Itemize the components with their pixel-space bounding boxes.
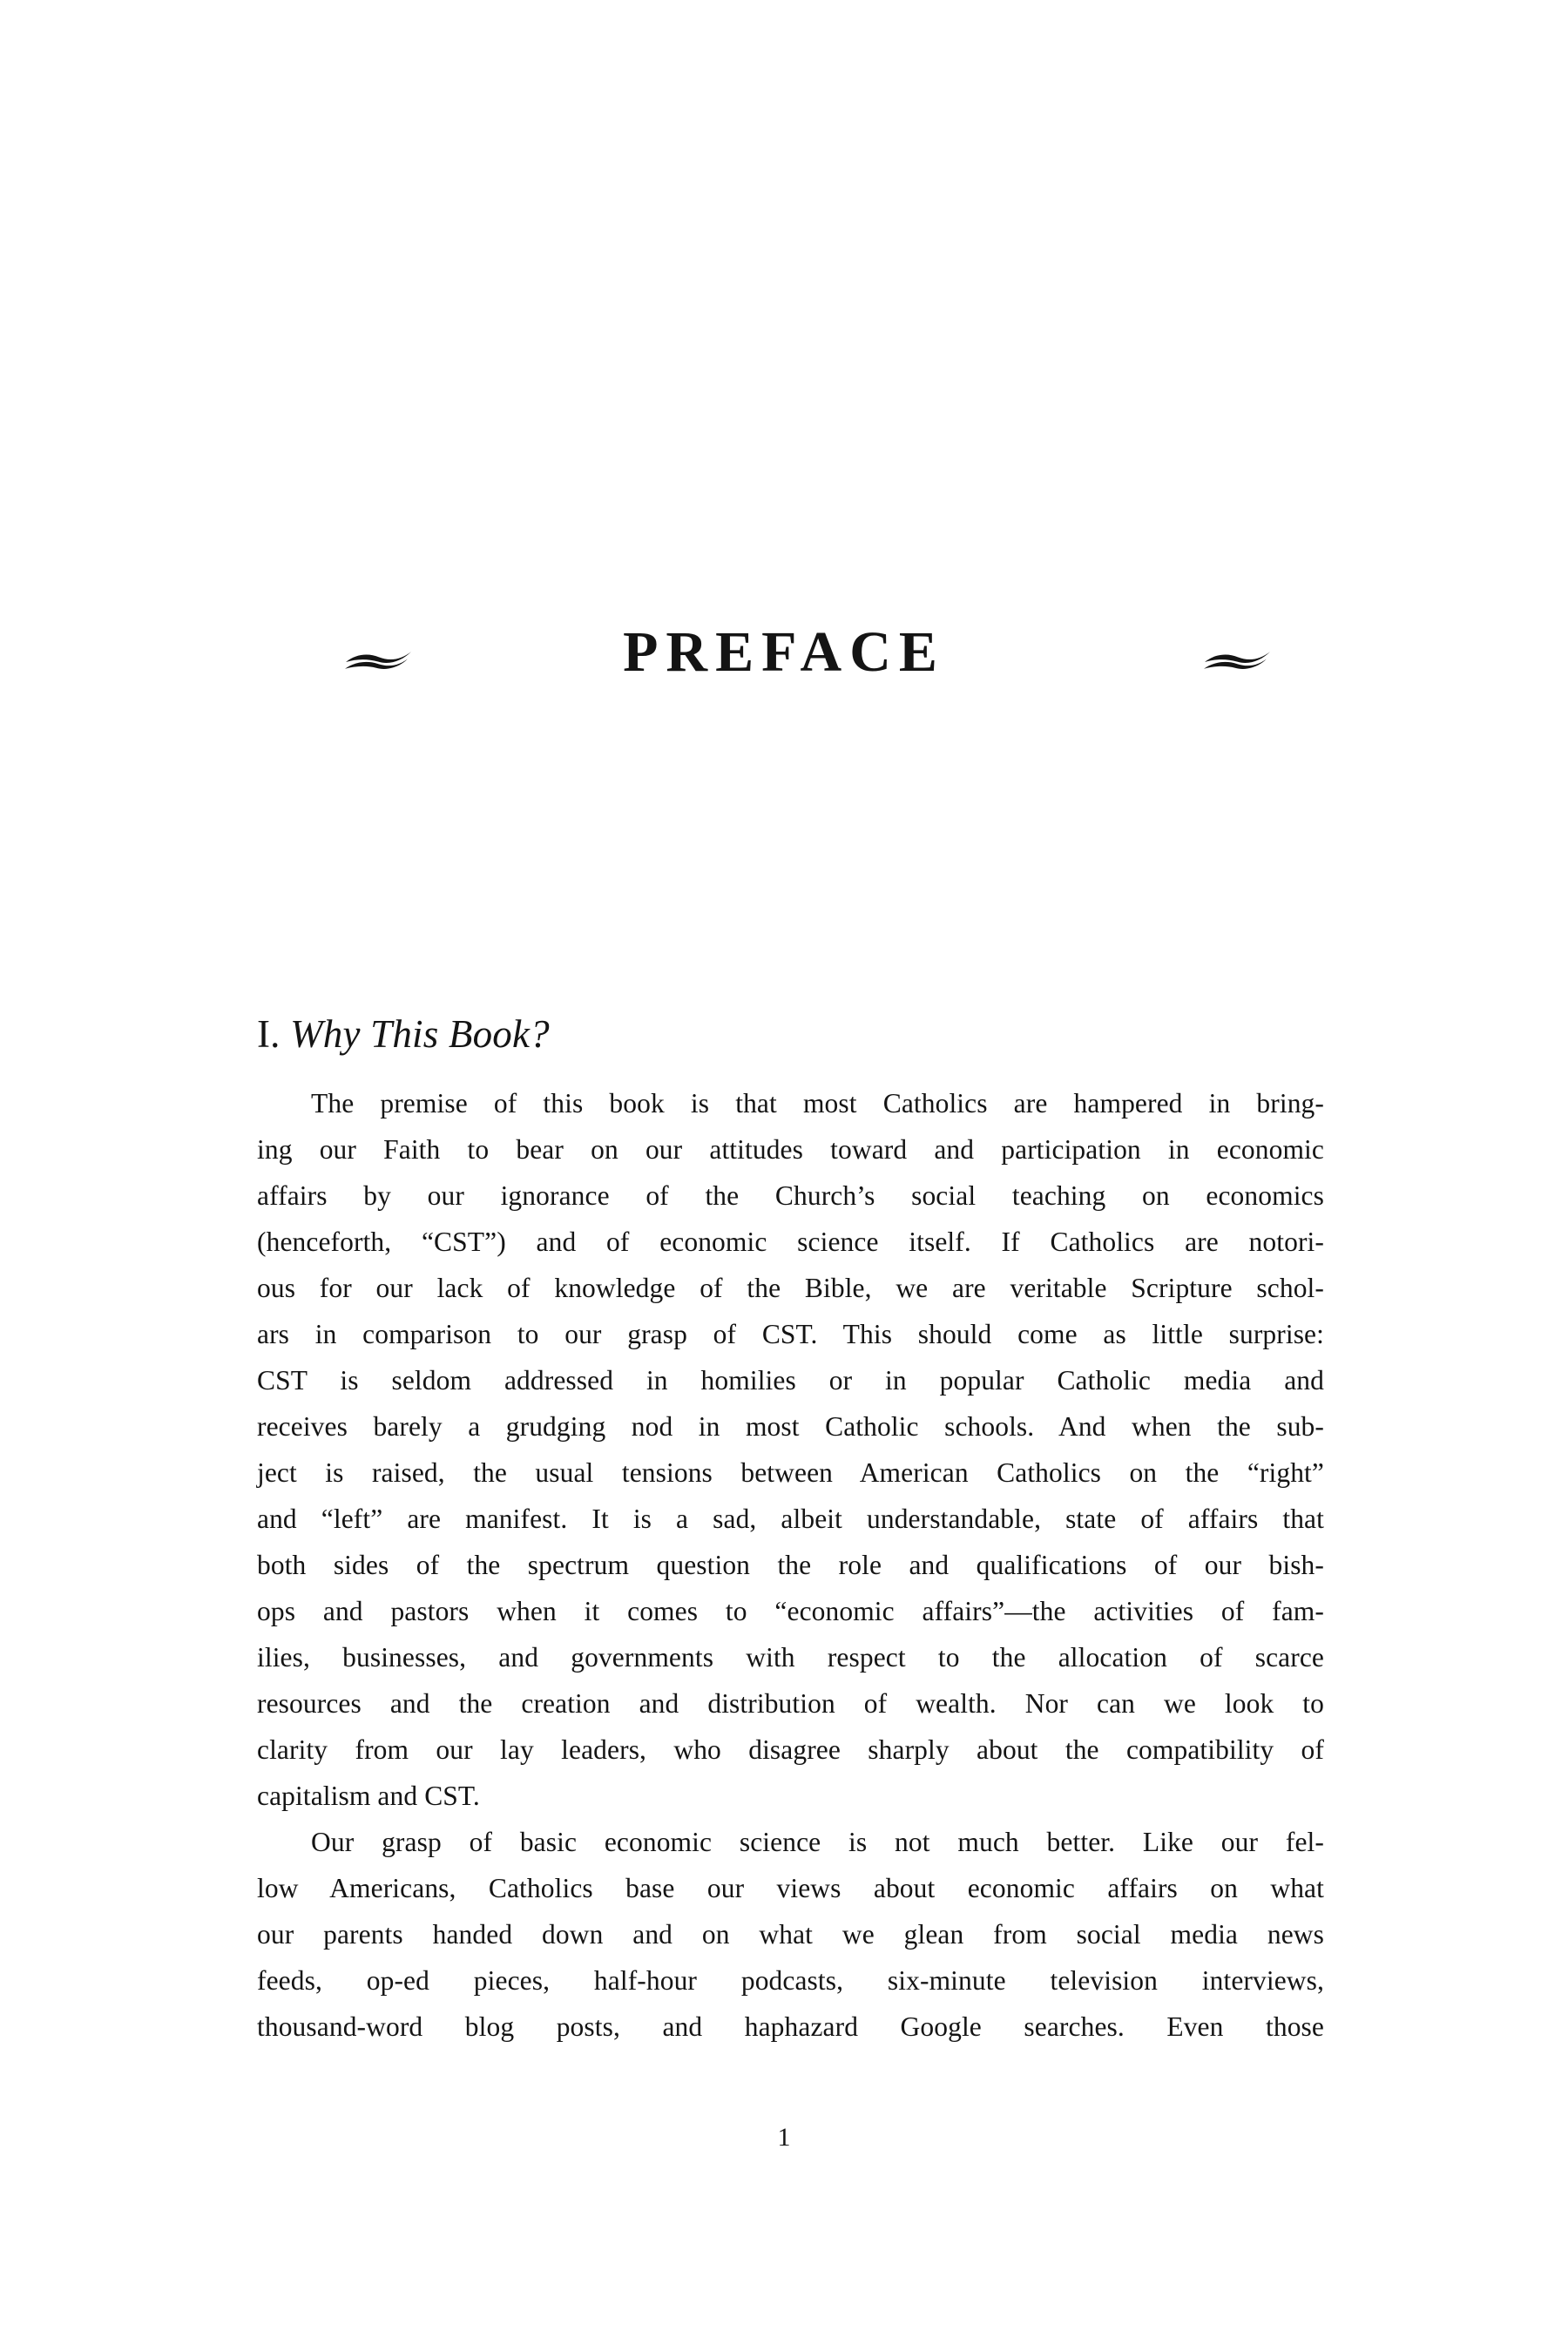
text-line: our parents handed down and on what we glean from social media news	[257, 1919, 1324, 1950]
text-line: Our grasp of basic economic science is not much better. Like our fel-	[311, 1827, 1324, 1857]
paragraph	[257, 1819, 1324, 2050]
text-line: capitalism and CST.	[257, 1781, 480, 1811]
text-line: feeds, op-ed pieces, half-hour podcasts, six-minute television interviews,	[257, 1965, 1324, 1996]
text-line: ing our Faith to bear on our attitudes toward and participation in economic	[257, 1134, 1324, 1165]
page-number: 1	[777, 2123, 791, 2152]
double-wave-ornament-icon	[1204, 646, 1272, 674]
paragraph	[257, 1080, 1324, 1819]
text-line: ars in comparison to our grasp of CST. This should come as little surprise:	[257, 1319, 1324, 1349]
text-line: ops and pastors when it comes to “economic affairs”—the activities of fam-	[257, 1596, 1324, 1626]
page-title: PREFACE	[623, 620, 945, 684]
text-line: ilies, businesses, and governments with respect to the allocation of scarce	[257, 1642, 1324, 1673]
text-line: affairs by our ignorance of the Church’s social teaching on economics	[257, 1180, 1324, 1211]
section-numeral: I.	[257, 1012, 291, 1056]
text-line: both sides of the spectrum question the role and qualifications of our bish-	[257, 1550, 1324, 1580]
text-line: thousand-word blog posts, and haphazard Google searches. Even those	[257, 2011, 1324, 2042]
section-title: Why This Book?	[290, 1012, 550, 1056]
text-line: and “left” are manifest. It is a sad, albeit understandable, state of affairs that	[257, 1504, 1324, 1534]
text-line: receives barely a grudging nod in most Catholic schools. And when the sub-	[257, 1411, 1324, 1442]
chapter-header	[0, 620, 1568, 707]
text-line: The premise of this book is that most Catholics are hampered in bring-	[311, 1088, 1324, 1119]
text-line: CST is seldom addressed in homilies or in popular Catholic media and	[257, 1365, 1324, 1396]
text-line: clarity from our lay leaders, who disagree sharply about the compatibility of	[257, 1734, 1324, 1765]
text-line: resources and the creation and distribution of wealth. Nor can we look to	[257, 1688, 1324, 1719]
body-text	[257, 1080, 1324, 2050]
text-line: ject is raised, the usual tensions between American Catholics on the “right”	[257, 1457, 1324, 1488]
section-heading	[257, 1012, 550, 1058]
text-line: ous for our lack of knowledge of the Bible, we are veritable Scripture schol-	[257, 1273, 1324, 1303]
text-line: (henceforth, “CST”) and of economic science itself. If Catholics are notori-	[257, 1227, 1324, 1257]
text-line: low Americans, Catholics base our views about economic affairs on what	[257, 1873, 1324, 1903]
